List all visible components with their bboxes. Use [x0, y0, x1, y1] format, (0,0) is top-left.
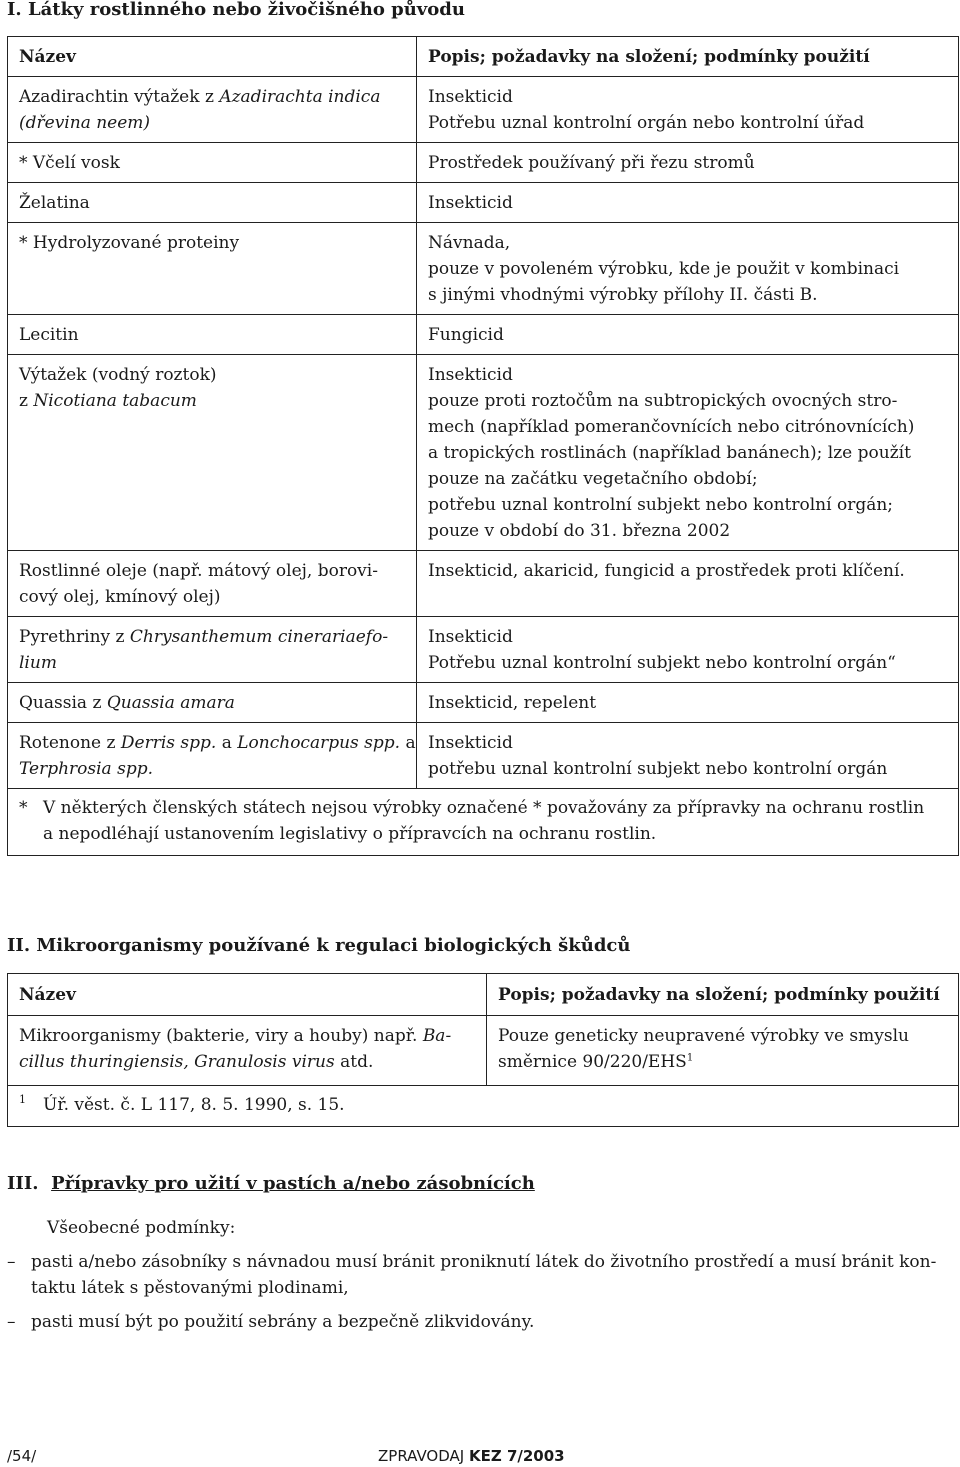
substance-name: Azadirachtin výtažek z Azadirachta indica (dřevina neem): [8, 77, 417, 143]
table-row: [8, 315, 959, 355]
header-description: Popis; požadavky na složení; podmínky použití: [487, 974, 959, 1016]
table-header-row: [8, 974, 959, 1016]
section-3-title: [7, 1171, 535, 1197]
substance-name: Rostlinné oleje (např. mátový olej, borovi- cový olej, kmínový olej): [8, 551, 417, 617]
page-number: /54/: [7, 1447, 37, 1465]
table-header-row: [8, 37, 959, 77]
table-row: [8, 723, 959, 789]
table-row: [8, 1016, 959, 1086]
footnote-ref: 1: [686, 1052, 694, 1064]
table-row: [8, 617, 959, 683]
substance-description: Prostředek používaný při řezu stromů: [417, 143, 959, 183]
asterisk-mark: *: [19, 798, 28, 818]
substance-name: * Včelí vosk: [8, 143, 417, 183]
substance-description: Insekticid Potřebu uznal kontrolní subjekt nebo kontrolní orgán“: [417, 617, 959, 683]
substance-description: Insekticid, akaricid, fungicid a prostředek proti klíčení.: [417, 551, 959, 617]
table-row: [8, 355, 959, 551]
substance-description: Insekticid potřebu uznal kontrolní subjekt nebo kontrolní orgán: [417, 723, 959, 789]
bullet-dash: –: [7, 1312, 16, 1332]
footnote-mark: 1: [19, 1093, 26, 1106]
table-note-row: [8, 1086, 959, 1127]
table-row: [8, 683, 959, 723]
header-description: Popis; požadavky na složení; podmínky použití: [417, 37, 959, 77]
footnote: 1 Úř. věst. č. L 117, 8. 5. 1990, s. 15.: [8, 1086, 959, 1127]
bullet-item: – pasti a/nebo zásobníky s návnadou musí bránit proniknutí látek do životního prostředí a musí bránit kon- taktu látek s pěstovanými plodinami,: [7, 1249, 936, 1301]
section-3-heading: Přípravky pro užití v pastích a/nebo zásobnících: [51, 1173, 535, 1194]
substance-description: Insekticid, repelent: [417, 683, 959, 723]
asterisk-note: * V některých členských státech nejsou výrobky označené * považovány za přípravky na ochranu rostlin a nepodléhají ustanovením legislativy o přípravcích na ochranu rostlin.: [8, 789, 959, 856]
microorganism-description: Pouze geneticky neupravené výrobky ve smyslu směrnice 90/220/EHS$^1$: [487, 1016, 959, 1086]
substance-name: Pyrethriny z Chrysanthemum cinerariaefo- lium: [8, 617, 417, 683]
bullet-item: – pasti musí být po použití sebrány a bezpečně zlikvidovány.: [7, 1309, 534, 1335]
section-1-title: I. Látky rostlinného nebo živočišného původu: [7, 0, 465, 20]
section-2-title: II. Mikroorganismy používané k regulaci biologických škůdců: [7, 935, 631, 956]
substance-name: Quassia z Quassia amara: [8, 683, 417, 723]
substance-description: Fungicid: [417, 315, 959, 355]
table-row: [8, 143, 959, 183]
section-3-number: III.: [7, 1173, 39, 1194]
table-row: [8, 183, 959, 223]
microorganism-name: Mikroorganismy (bakterie, viry a houby) např. Ba- cillus thuringiensis, Granulosis virus atd.: [8, 1016, 487, 1086]
substance-name: Želatina: [8, 183, 417, 223]
substance-description: Insekticid Potřebu uznal kontrolní orgán nebo kontrolní úřad: [417, 77, 959, 143]
substances-table: [7, 36, 959, 856]
table-row: [8, 223, 959, 315]
journal-name: ZPRAVODAJ KEZ 7/2003: [378, 1447, 565, 1465]
table-row: [8, 77, 959, 143]
substance-description: Insekticid pouze proti roztočům na subtropických ovocných stro- mech (například pomerančovnících nebo citrónovnících) a tropických rostlinách (například banánech); lze použít pouze na začátku vegetačního období; potřebu uznal kontrolní subjekt nebo kontrolní orgán; pouze v období do 31. března 2002: [417, 355, 959, 551]
bullet-dash: –: [7, 1252, 16, 1272]
substance-name: Výtažek (vodný roztok) z Nicotiana tabacum: [8, 355, 417, 551]
general-conditions-title: Všeobecné podmínky:: [47, 1218, 236, 1238]
substance-name: Lecitin: [8, 315, 417, 355]
microorganisms-table: [7, 973, 959, 1127]
table-note-row: [8, 789, 959, 856]
substance-description: Insekticid: [417, 183, 959, 223]
header-name: Název: [8, 974, 487, 1016]
table-row: [8, 551, 959, 617]
substance-name: Rotenone z Derris spp. a Lonchocarpus spp. a Terphrosia spp.: [8, 723, 417, 789]
substance-name: * Hydrolyzované proteiny: [8, 223, 417, 315]
substance-description: Návnada, pouze v povoleném výrobku, kde je použit v kombinaci s jinými vhodnými výrobky přílohy II. části B.: [417, 223, 959, 315]
header-name: Název: [8, 37, 417, 77]
